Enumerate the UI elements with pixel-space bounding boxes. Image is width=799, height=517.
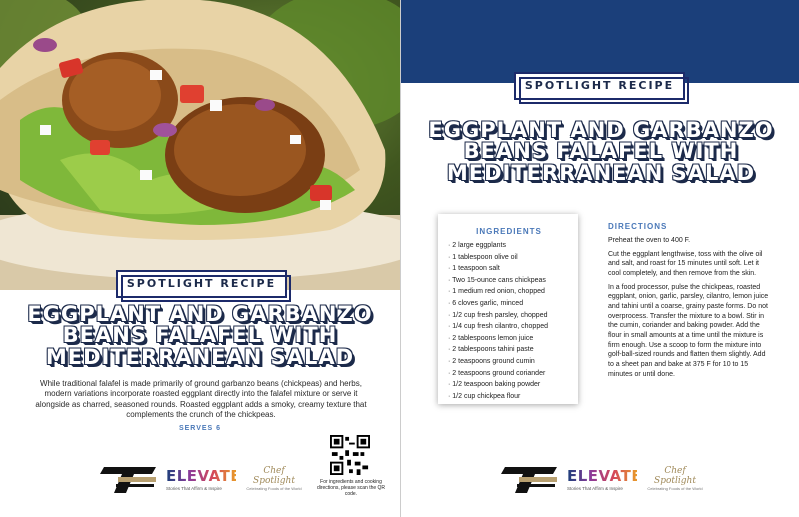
ingredient-item: · 1/4 cup fresh cilantro, chopped — [448, 321, 570, 333]
ingredient-item: · Two 15-ounce cans chickpeas — [448, 275, 570, 287]
recipe-title — [10, 304, 390, 368]
ingredient-item: · 1/2 cup chickpea flour — [448, 391, 570, 403]
direction-step: In a food processor, pulse the chickpeas, roasted eggplant, onion, garlic, parsley, cilantro, lemon juice and tahini until a coarse, grainy paste forms. Do not overprocess. Transfer the mixture to a bowl. Stir in the cumin, coriander and baking powder. Add the flour in small amounts at a time until the mixture is firm enough. Use a scoop to form the mixture into golf-ball-sized rounds and flatten them slightly. Add to a sheet pan and bake at 375 F for 10 to 15 minutes or until done. — [608, 283, 769, 378]
ingredients-heading: INGREDIENTS — [476, 227, 542, 236]
falafel-pita-photo — [0, 0, 400, 290]
elevate-tagline: Stories That Affirm & Inspire — [166, 486, 222, 491]
sponsor-logos — [100, 462, 310, 502]
elevate-wordmark: ELEVATE — [166, 467, 242, 485]
direction-step: Cut the eggplant lengthwise, toss with the olive oil and salt, and roast for 15 minutes until soft. Let it cool completely, and then remove from the skin. — [608, 250, 763, 277]
ingredient-item: · 6 cloves garlic, minced — [448, 298, 570, 310]
chef-wordmark: Chef Spotlight — [654, 466, 696, 486]
chef-tagline: Celebrating Foods of the World — [647, 486, 703, 491]
direction-step: Preheat the oven to 400 F. — [608, 237, 691, 245]
elevate-logo — [567, 467, 643, 491]
chef-spotlight-logo — [242, 466, 306, 491]
chef-spotlight-logo — [643, 466, 707, 491]
ingredient-item: · 1 tablespoon olive oil — [448, 252, 570, 264]
t-logo-icon — [100, 465, 158, 495]
title-line: EGGPLANT AND GARBANZO — [428, 118, 774, 142]
title-line: BEANS FALAFEL WITH — [463, 139, 739, 164]
ingredient-item: · 2 large eggplants — [448, 240, 570, 252]
ingredient-item: · 2 teaspoons ground cumin — [448, 356, 570, 368]
ingredient-item: · 2 tablespoons tahini paste — [448, 344, 570, 356]
spotlight-badge: SPOTLIGHT RECIPE — [116, 270, 287, 298]
t-logo-icon — [501, 465, 559, 495]
right-page — [401, 0, 799, 517]
ingredient-item: · 1 teaspoon salt — [448, 263, 570, 275]
ingredient-item: · 1/2 teaspoon baking powder — [448, 379, 570, 391]
title-line: EGGPLANT AND GARBANZO — [27, 302, 373, 326]
elevate-tagline: Stories That Affirm & Inspire — [567, 486, 623, 491]
spotlight-badge: SPOTLIGHT RECIPE — [514, 72, 685, 100]
serves-label: SERVES 6 — [178, 425, 222, 432]
ingredient-item: · 1/2 cup fresh parsley, chopped — [448, 310, 570, 322]
sponsor-logos — [501, 462, 711, 502]
qr-code-icon[interactable] — [330, 435, 370, 475]
title-line: MEDITERRANEAN SALAD — [446, 160, 756, 185]
qr-caption: For ingredients and cooking directions, please scan the QR code. — [316, 479, 386, 497]
directions-heading: DIRECTIONS — [608, 222, 668, 231]
ingredient-item: · 2 teaspoons ground coriander — [448, 368, 570, 380]
header-band — [401, 0, 799, 83]
ingredient-item: · 1 medium red onion, chopped — [448, 286, 570, 298]
ingredient-item: · 2 tablespoons lemon juice — [448, 333, 570, 345]
ingredients-list — [448, 240, 570, 402]
title-line: MEDITERRANEAN SALAD — [45, 344, 355, 369]
chef-tagline: Celebrating Foods of the World — [246, 486, 302, 491]
ingredients-box — [438, 214, 578, 404]
directions-section — [608, 221, 773, 383]
recipe-intro: While traditional falafel is made primarily of ground garbanzo beans (chickpeas) and herbs, modern variations incorporate roasted eggplant directly into the falafel mixture or serve it alongside as charred, seasoned rounds. Roasted eggplant adds a smoky, creamy texture that complements the crunch of the chickpeas. — [35, 379, 367, 420]
elevate-wordmark: ELEVATE — [567, 467, 643, 485]
recipe-title — [407, 120, 795, 184]
chef-wordmark: Chef Spotlight — [253, 466, 295, 486]
elevate-logo — [166, 467, 242, 491]
title-line: BEANS FALAFEL WITH — [62, 323, 338, 348]
